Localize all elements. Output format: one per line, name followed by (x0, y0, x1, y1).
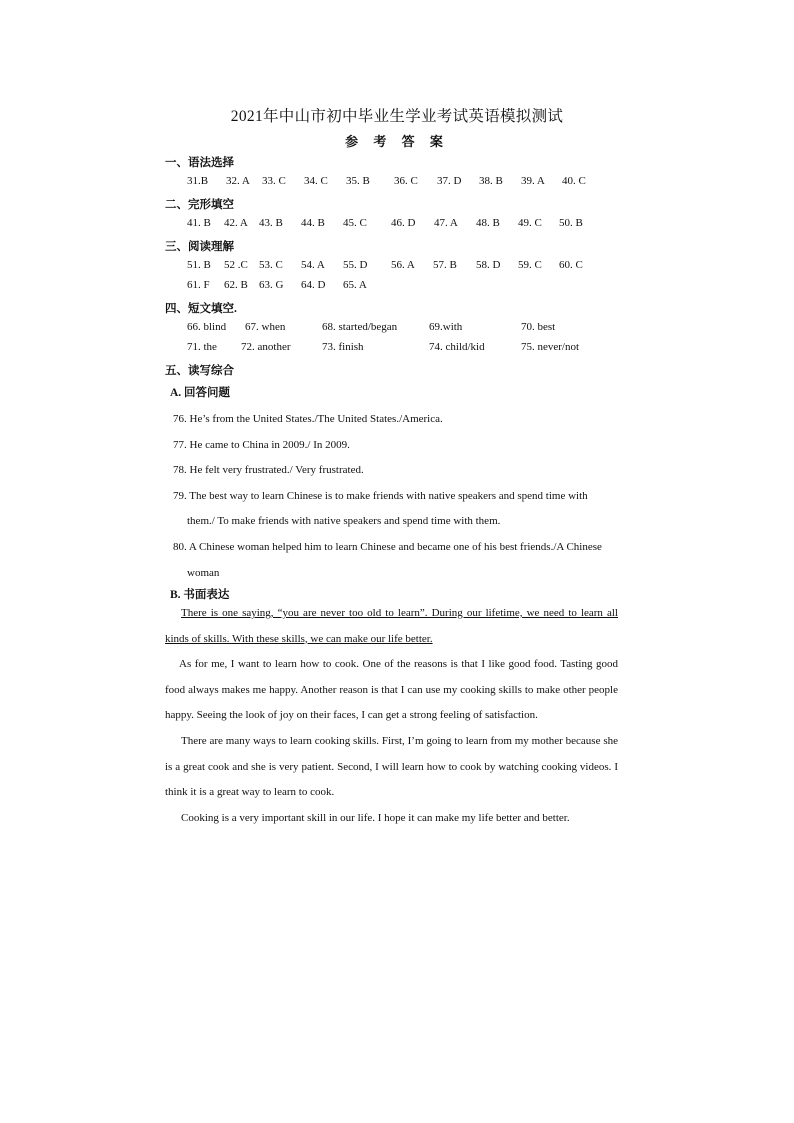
essay-paragraph-intro (165, 601, 618, 652)
answer-item: 67. when (245, 321, 286, 333)
answer-item: 56. A (391, 259, 415, 271)
qa-item: 76. He’s from the United States./The United States./America. (173, 413, 443, 425)
answer-item: 50. B (559, 217, 583, 229)
answer-item: 62. B (224, 279, 248, 291)
answer-item: 60. C (559, 259, 583, 271)
answer-item: 73. finish (322, 341, 364, 353)
qa-item-continuation: them./ To make friends with native speakers and spend time with them. (187, 515, 501, 527)
answer-item: 34. C (304, 175, 328, 187)
answer-item: 65. A (343, 279, 367, 291)
section-heading-cloze: 二、完形填空 (165, 199, 234, 211)
section-heading-passage-fill: 四、短文填空. (165, 303, 237, 315)
answer-item: 49. C (518, 217, 542, 229)
section-heading-grammar: 一、语法选择 (165, 157, 234, 169)
answer-item: 71. the (187, 341, 217, 353)
answer-item: 68. started/began (322, 321, 398, 333)
answer-item: 46. D (391, 217, 416, 229)
answer-item: 41. B (187, 217, 211, 229)
answer-item: 40. C (562, 175, 586, 187)
answer-item: 32. A (226, 175, 250, 187)
section-heading-reading: 三、阅读理解 (165, 241, 234, 253)
underlined-opening: There is one saying, “you are never too old to learn”. During our lifetime, we need to learn all kinds of skills. With these skills, we can make our life better. (165, 607, 618, 645)
qa-item: 79. The best way to learn Chinese is to make friends with native speakers and spend time with (173, 490, 588, 502)
answer-item: 39. A (521, 175, 545, 187)
answer-item: 74. child/kid (429, 341, 485, 353)
answer-item: 43. B (259, 217, 283, 229)
section-heading-reading-writing: 五、读写综合 (165, 365, 234, 377)
subsection-heading-answer-questions: A. 回答问题 (170, 387, 231, 399)
page-subtitle: 参 考 答 案 (345, 134, 449, 149)
answer-item: 59. C (518, 259, 542, 271)
answer-item: 35. B (346, 175, 370, 187)
essay-paragraph: There are many ways to learn cooking skills. First, I’m going to learn from my mother because she is a great cook and she is very patient. Second, I will learn how to cook by watching cooking videos. I think it is a great way to learn to cook. (165, 734, 618, 799)
answer-item: 31.B (187, 175, 209, 187)
essay-paragraph: As for me, I want to learn how to cook. One of the reasons is that I like good food. Tasting good food always makes me happy. Another reason is that I can use my cooking skills to make other people happy. Seeing the look of joy on their faces, I can get a strong feeling of satisfaction. (165, 658, 618, 722)
answer-item: 47. A (434, 217, 458, 229)
answer-item: 63. G (259, 279, 284, 291)
answer-item: 51. B (187, 259, 211, 271)
answer-item: 64. D (301, 279, 326, 291)
qa-item: 77. He came to China in 2009./ In 2009. (173, 439, 350, 451)
answer-item: 42. A (224, 217, 248, 229)
essay (165, 601, 618, 831)
page-title: 2021年中山市初中毕业生学业考试英语模拟测试 (230, 108, 564, 125)
answer-item: 61. F (187, 279, 210, 291)
answer-item: 69.with (429, 321, 463, 333)
answer-item: 48. B (476, 217, 500, 229)
answer-item: 53. C (259, 259, 283, 271)
answer-item: 33. C (262, 175, 286, 187)
answer-item: 70. best (521, 321, 556, 333)
answer-item: 36. C (394, 175, 418, 187)
answer-item: 45. C (343, 217, 367, 229)
answer-item: 57. B (433, 259, 457, 271)
qa-item: 78. He felt very frustrated./ Very frustrated. (173, 464, 364, 476)
answer-item: 72. another (241, 341, 291, 353)
qa-item: 80. A Chinese woman helped him to learn Chinese and became one of his best friends./A Chinese (173, 541, 602, 553)
answer-item: 75. never/not (521, 341, 580, 353)
answer-item: 54. A (301, 259, 325, 271)
answer-item: 55. D (343, 259, 368, 271)
answer-item: 38. B (479, 175, 503, 187)
subsection-heading-writing: B. 书面表达 (170, 589, 230, 601)
answer-item: 52 .C (224, 259, 248, 271)
answer-item: 58. D (476, 259, 501, 271)
essay-paragraph: Cooking is a very important skill in our life. I hope it can make my life better and better. (181, 811, 570, 824)
qa-item-continuation: woman (187, 567, 220, 579)
answer-item: 44. B (301, 217, 325, 229)
answer-item: 37. D (437, 175, 462, 187)
answer-item: 66. blind (187, 321, 227, 333)
